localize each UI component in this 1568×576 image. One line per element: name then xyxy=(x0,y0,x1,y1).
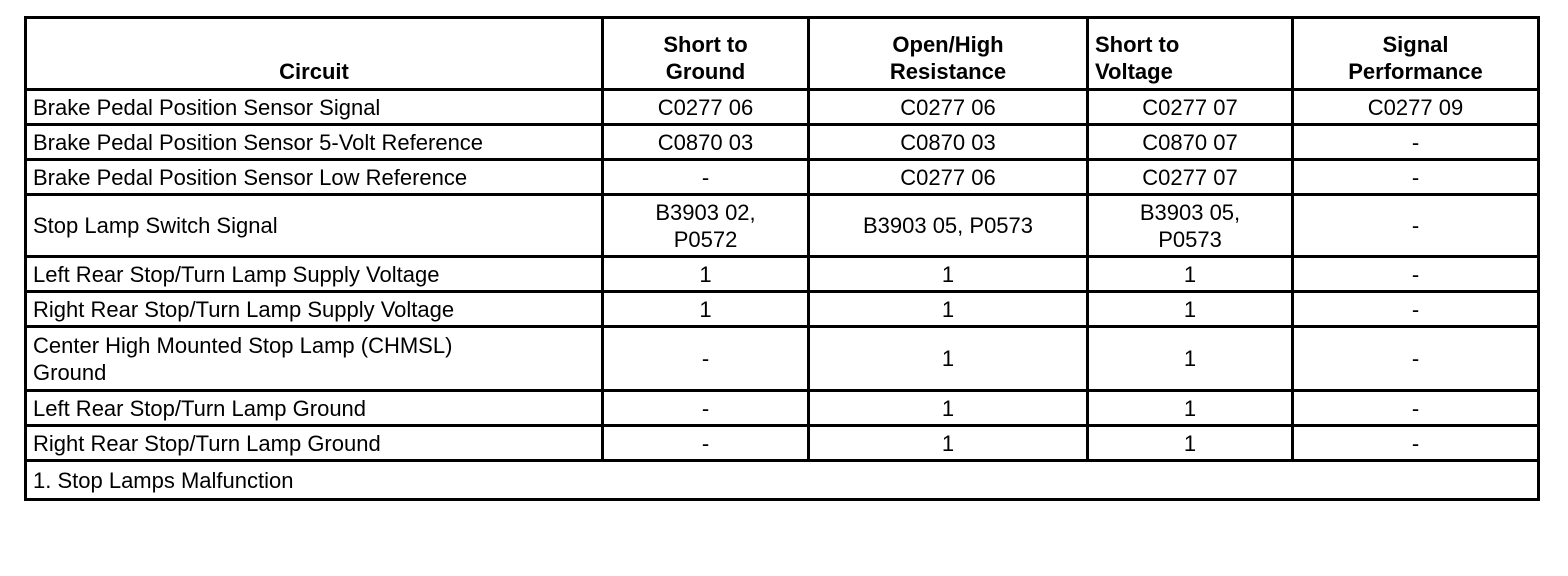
header-signal-performance: Signal Performance xyxy=(1293,18,1539,90)
circuit-cell: Center High Mounted Stop Lamp (CHMSL) Ground xyxy=(26,327,603,391)
signal-performance-cell: - xyxy=(1293,327,1539,391)
signal-performance-cell: - xyxy=(1293,391,1539,426)
header-circuit: Circuit xyxy=(26,18,603,90)
open-high-resistance-cell: B3903 05, P0573 xyxy=(809,195,1088,257)
open-high-resistance-cell: 1 xyxy=(809,257,1088,292)
signal-performance-cell: C0277 09 xyxy=(1293,90,1539,125)
circuit-cell: Brake Pedal Position Sensor Signal xyxy=(26,90,603,125)
short-to-ground-cell: - xyxy=(603,426,809,461)
circuit-cell: Stop Lamp Switch Signal xyxy=(26,195,603,257)
open-high-resistance-cell: 1 xyxy=(809,426,1088,461)
circuit-cell: Left Rear Stop/Turn Lamp Ground xyxy=(26,391,603,426)
table-row xyxy=(26,292,1539,327)
table-row xyxy=(26,160,1539,195)
circuit-cell: Brake Pedal Position Sensor Low Reference xyxy=(26,160,603,195)
short-to-ground-cell: C0870 03 xyxy=(603,125,809,160)
short-to-ground-cell: - xyxy=(603,327,809,391)
table-row xyxy=(26,195,1539,257)
circuit-cell: Right Rear Stop/Turn Lamp Ground xyxy=(26,426,603,461)
short-to-voltage-cell: 1 xyxy=(1088,391,1293,426)
circuit-cell: Left Rear Stop/Turn Lamp Supply Voltage xyxy=(26,257,603,292)
table-row xyxy=(26,90,1539,125)
header-open-high-resistance: Open/High Resistance xyxy=(809,18,1088,90)
signal-performance-cell: - xyxy=(1293,125,1539,160)
signal-performance-cell: - xyxy=(1293,160,1539,195)
short-to-voltage-cell: B3903 05, P0573 xyxy=(1088,195,1293,257)
short-to-voltage-cell: C0277 07 xyxy=(1088,90,1293,125)
table-row xyxy=(26,257,1539,292)
header-short-to-voltage: Short to Voltage xyxy=(1088,18,1293,90)
open-high-resistance-cell: 1 xyxy=(809,292,1088,327)
short-to-ground-cell: 1 xyxy=(603,292,809,327)
signal-performance-cell: - xyxy=(1293,195,1539,257)
short-to-ground-cell: - xyxy=(603,160,809,195)
short-to-voltage-cell: C0277 07 xyxy=(1088,160,1293,195)
signal-performance-cell: - xyxy=(1293,257,1539,292)
table-row xyxy=(26,327,1539,391)
short-to-voltage-cell: 1 xyxy=(1088,426,1293,461)
short-to-voltage-cell: 1 xyxy=(1088,257,1293,292)
dtc-table xyxy=(24,16,1540,501)
table-row xyxy=(26,391,1539,426)
circuit-cell: Brake Pedal Position Sensor 5-Volt Reference xyxy=(26,125,603,160)
short-to-voltage-cell: 1 xyxy=(1088,292,1293,327)
signal-performance-cell: - xyxy=(1293,292,1539,327)
open-high-resistance-cell: C0870 03 xyxy=(809,125,1088,160)
table-row xyxy=(26,426,1539,461)
footnote: 1. Stop Lamps Malfunction xyxy=(26,461,1539,500)
open-high-resistance-cell: 1 xyxy=(809,327,1088,391)
short-to-voltage-cell: C0870 07 xyxy=(1088,125,1293,160)
short-to-ground-cell: B3903 02, P0572 xyxy=(603,195,809,257)
signal-performance-cell: - xyxy=(1293,426,1539,461)
open-high-resistance-cell: C0277 06 xyxy=(809,90,1088,125)
open-high-resistance-cell: C0277 06 xyxy=(809,160,1088,195)
header-short-to-ground: Short to Ground xyxy=(603,18,809,90)
short-to-ground-cell: C0277 06 xyxy=(603,90,809,125)
header-row xyxy=(26,18,1539,90)
footnote-row xyxy=(26,461,1539,500)
short-to-ground-cell: - xyxy=(603,391,809,426)
short-to-ground-cell: 1 xyxy=(603,257,809,292)
circuit-cell: Right Rear Stop/Turn Lamp Supply Voltage xyxy=(26,292,603,327)
open-high-resistance-cell: 1 xyxy=(809,391,1088,426)
table-row xyxy=(26,125,1539,160)
short-to-voltage-cell: 1 xyxy=(1088,327,1293,391)
